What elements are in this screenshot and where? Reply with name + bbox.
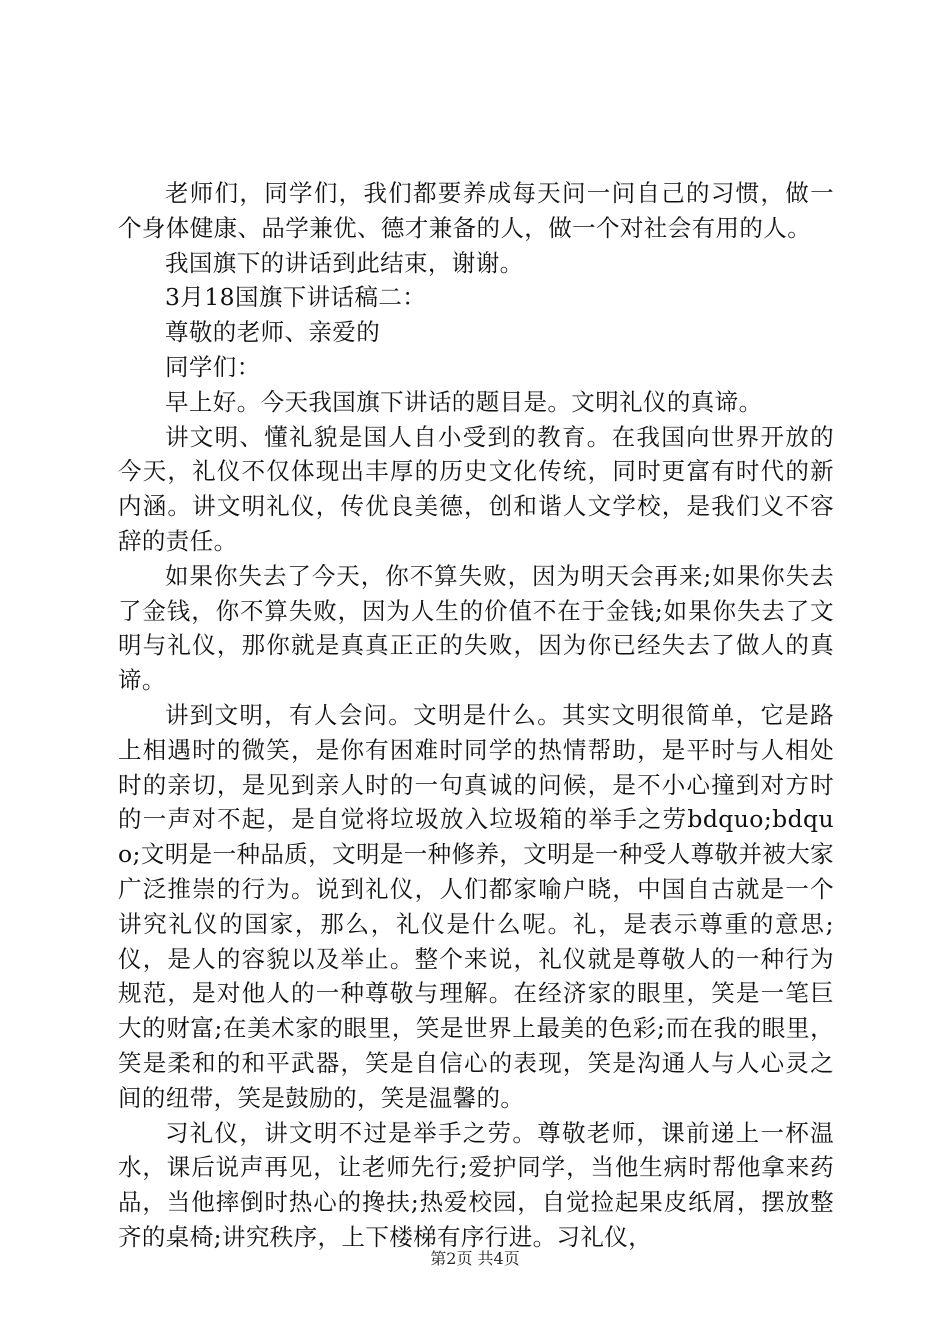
paragraph-speech-end: 我国旗下的讲话到此结束，谢谢。 [165,248,524,277]
paragraph-greeting: 早上好。今天我国旗下讲话的题目是。文明礼仪的真谛。 [165,387,763,416]
paragraph-salutation-teachers: 尊敬的老师、亲爱的 [165,318,381,347]
paragraph-salutation-students: 同学们： [165,352,261,381]
paragraph-losing-civility: 如果你失去了今天，你不算失败，因为明天会再来;如果你失去了金钱，你不算失败，因为人生的价值不在于金钱;如果你失去了文明与礼仪，那你就是真真正正的失败，因为你已经失去了做人的真谛。 [118,561,834,695]
document-body [118,176,834,1255]
paragraph-civility-education: 讲文明、懂礼貌是国人自小受到的教育。在我国向世界开放的今天，礼仪不仅体现出丰厚的历史文化传统，同时更富有时代的新内涵。讲文明礼仪，传优良美德，创和谐人文学校，是我们义不容辞的责任。 [118,422,834,555]
page-footer: 第2页 共4页 [430,1249,520,1268]
paragraph-section-title: 3月18国旗下讲话稿二： [165,283,427,312]
paragraph-practicing-etiquette: 习礼仪，讲文明不过是举手之劳。尊敬老师，课前递上一杯温水，课后说声再见，让老师先行;爱护同学，当他生病时帮他拿来药品，当他摔倒时热心的搀扶;热爱校园，自觉捡起果皮纸屑，摆放整齐的桌椅;讲究秩序，上下楼梯有序行进。习礼仪， [118,1118,834,1251]
paragraph-what-is-civility: 讲到文明，有人会问。文明是什么。其实文明很简单，它是路上相遇时的微笑，是你有困难时同学的热情帮助，是平时与人相处时的亲切，是见到亲人时的一句真诚的问候，是不小心撞到对方时的一声对不起，是自觉将垃圾放入垃圾箱的举手之劳bdquo;bdquo;文明是一种品质，文明是一种修养，文明是一种受人尊敬并被大家广泛推崇的行为。说到礼仪，人们都家喻户晓，中国自古就是一个讲究礼仪的国家，那么，礼仪是什么呢。礼，是表示尊重的意思;仪，是人的容貌以及举止。整个来说，礼仪就是尊敬人的一种行为规范，是对他人的一种尊敬与理解。在经济家的眼里，笑是一笔巨大的财富;在美术家的眼里，笑是世界上最美的色彩;而在我的眼里，笑是柔和的和平武器，笑是自信心的表现，笑是沟通人与人心灵之间的纽带，笑是鼓励的，笑是温馨的。 [118,700,834,1112]
paragraph-closing-remark: 老师们，同学们，我们都要养成每天问一问自己的习惯，做一个身体健康、品学兼优、德才兼备的人，做一个对社会有用的人。 [118,179,834,242]
